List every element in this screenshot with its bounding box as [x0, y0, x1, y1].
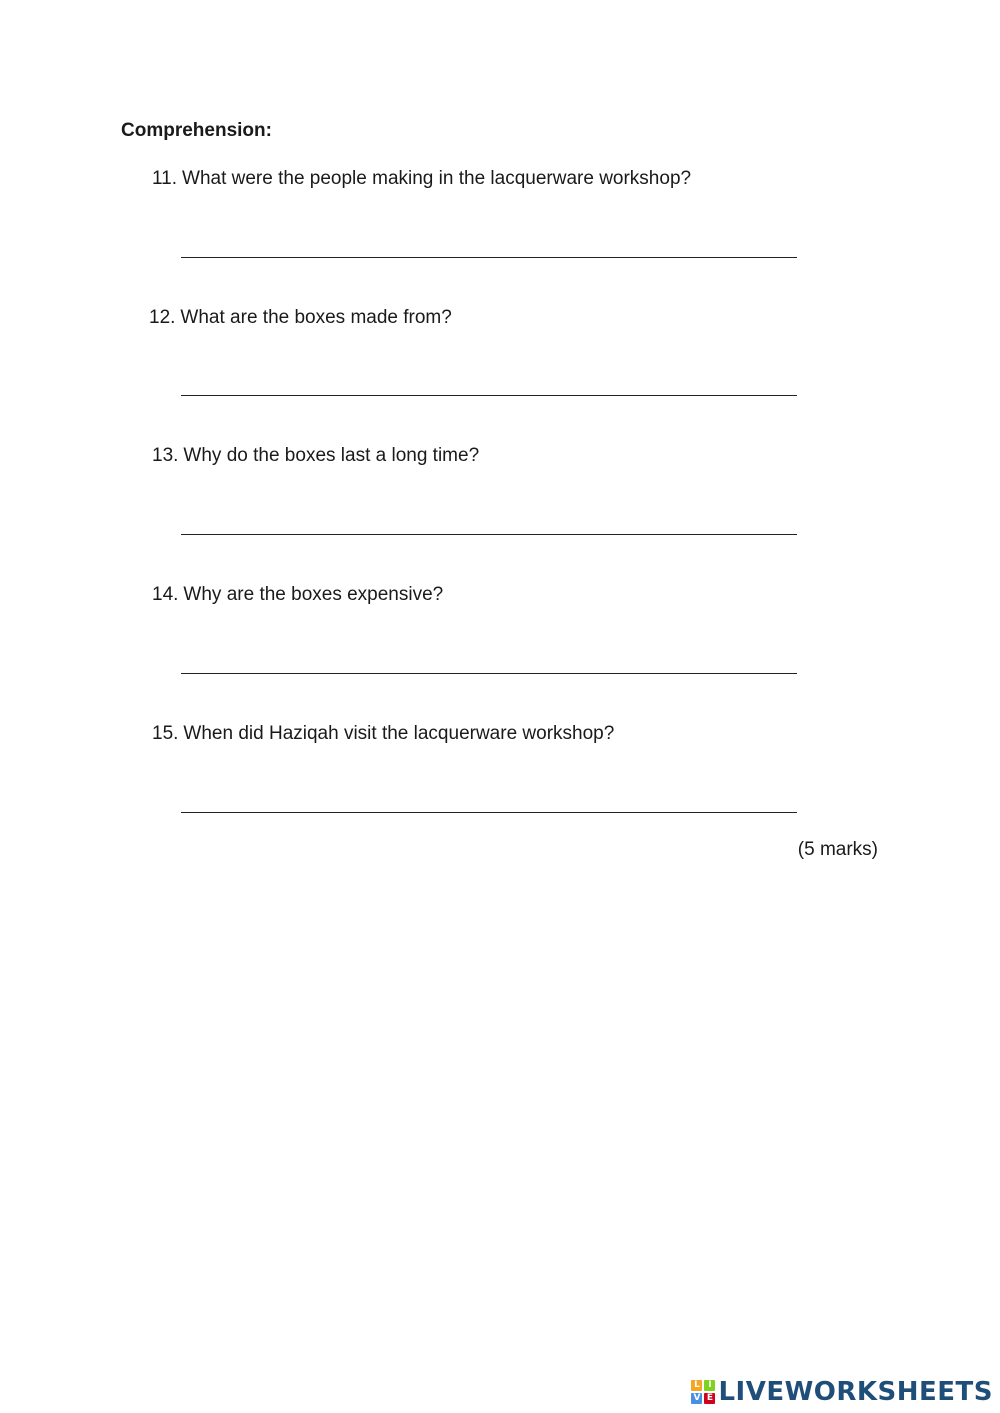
question-number: 13.: [152, 445, 179, 466]
section-heading: Comprehension:: [121, 120, 272, 141]
logo-letter: I: [704, 1380, 715, 1391]
question-text: Why do the boxes last a long time?: [183, 445, 480, 466]
answer-line-13[interactable]: [181, 534, 797, 535]
question-14: [152, 584, 443, 606]
liveworksheets-logo[interactable]: [691, 1377, 993, 1407]
question-13: [152, 445, 479, 467]
answer-line-14[interactable]: [181, 673, 797, 674]
question-15: [152, 723, 614, 745]
logo-mark-icon: [691, 1380, 715, 1404]
answer-line-15[interactable]: [181, 812, 797, 813]
question-text: Why are the boxes expensive?: [183, 584, 444, 605]
question-number: 14.: [152, 584, 179, 605]
question-text: What are the boxes made from?: [180, 307, 452, 328]
question-number: 11.: [152, 168, 178, 189]
marks-total: (5 marks): [797, 839, 878, 860]
question-text: When did Haziqah visit the lacquerware workshop?: [183, 723, 615, 744]
question-text: What were the people making in the lacquerware workshop?: [182, 168, 692, 189]
logo-letter: V: [691, 1393, 702, 1404]
answer-line-11[interactable]: [181, 257, 797, 258]
question-11: [152, 168, 691, 190]
logo-wordmark: LIVEWORKSHEETS: [718, 1377, 993, 1407]
question-12: [149, 307, 452, 329]
question-number: 12.: [149, 307, 176, 328]
logo-letter: E: [704, 1393, 715, 1404]
question-number: 15.: [152, 723, 179, 744]
answer-line-12[interactable]: [181, 395, 797, 396]
logo-letter: L: [691, 1380, 702, 1391]
